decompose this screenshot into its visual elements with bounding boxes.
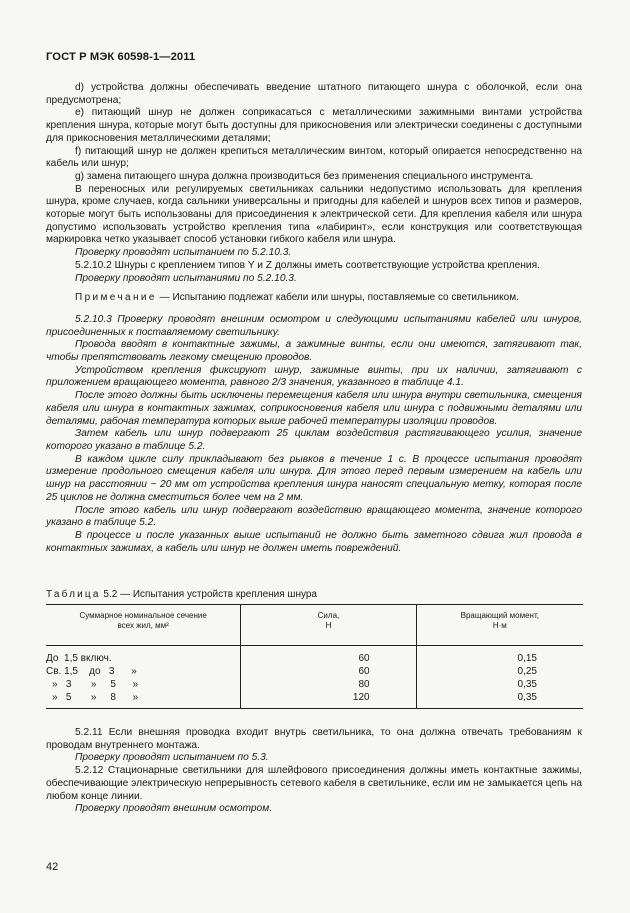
table-caption bbox=[46, 589, 317, 600]
note-text: — Испытанию подлежат кабели или шнуры, поставляемые со светильником. bbox=[156, 292, 519, 304]
paragraph-italic: Проверку проводят испытанием по 5.3. bbox=[75, 752, 269, 764]
paragraph: e) питающий шнур не должен соприкасаться с металлическими зажимными винтами устройства крепления шнура, которые могут быть доступны для прикосновения или электрически соединены с доступными для прикосновения металлическими деталями; bbox=[46, 107, 582, 144]
note bbox=[46, 292, 582, 305]
paragraph-italic: 5.2.10.3 Проверку проводят внешним осмотром и следующими испытаниями кабелей или шнуров, присоединенных к поставляемому светильнику. bbox=[46, 313, 582, 338]
paragraph-italic: После этого должны быть исключены перемещения кабеля или шнура внутри светильника, смещения кабеля или шнура в контактных зажимах, соприкосновения кабеля или шнура с подвижными деталями или деталями, рабочая температура которых выше рабочей температуры изоляции проводов. bbox=[46, 390, 582, 427]
table-row bbox=[46, 691, 583, 709]
paragraph: 5.2.12 Стационарные светильники для шлейфового присоединения должны иметь контактные зажимы, обеспечивающие электрическую непрерывность сетевого кабеля в светильнике, если им не замыкается цепь на любом конце линии. bbox=[46, 765, 582, 802]
cell-torque: 0,35 bbox=[416, 678, 583, 691]
paragraph-italic: Провода вводят в контактные зажимы, а зажимные винты, если они имеются, затягивают так, чтобы препятствовать легкому смещению проводов. bbox=[46, 339, 582, 364]
closing-text bbox=[46, 727, 582, 816]
paragraph: 5.2.11 Если внешняя проводка входит внутрь светильника, то она должна отвечать требованиям к проводам внутреннего монтажа. bbox=[46, 727, 582, 751]
table-row bbox=[46, 665, 583, 678]
page-header: ГОСТ Р МЭК 60598-1—2011 bbox=[46, 51, 196, 63]
paragraph-italic: Проверку проводят испытаниями по 5.2.10.3. bbox=[75, 272, 297, 284]
cell-torque: 0,35 bbox=[416, 691, 583, 709]
cell-section: Св. 1,5 до 3 » bbox=[46, 666, 137, 677]
cell-section: » 5 » 8 » bbox=[46, 691, 241, 709]
column-header-torque: Вращающий момент, Н·м bbox=[416, 605, 583, 646]
paragraph: f) питающий шнур не должен крепиться металлическим винтом, который опирается непосредственно на кабель или шнур; bbox=[46, 145, 582, 170]
page-number: 42 bbox=[46, 861, 59, 873]
paragraph-italic: После этого кабель или шнур подвергают воздействию вращающего момента, значение которого указано в таблице 5.2. bbox=[46, 504, 582, 529]
cell-force: 60 bbox=[241, 646, 416, 666]
cable-anchorage-table bbox=[46, 604, 583, 709]
note-label: Примечание bbox=[75, 292, 157, 304]
column-header-force: Сила, Н bbox=[241, 605, 416, 646]
cell-section: » 3 » 5 » bbox=[52, 679, 139, 690]
cell-force: 120 bbox=[241, 691, 416, 709]
paragraph-italic: Проверку проводят испытанием по 5.2.10.3. bbox=[75, 247, 292, 259]
paragraph-italic: В каждом цикле силу прикладывают без рывков в течение 1 с. В процессе испытания проводят измерение продольного смещения кабеля или шнура. Для этого перед первым измерением на кабель или шнур на расстоянии ~ 20 мм от устройства крепления шнура наносят специальную метку, которая после 25 циклов не должна сместиться более чем на 2 мм. bbox=[46, 453, 582, 503]
main-text bbox=[46, 82, 582, 555]
cell-torque: 0,15 bbox=[416, 646, 583, 666]
paragraph-italic: Затем кабель или шнур подвергают 25 циклам воздействия растягивающего усилия, значение которого указано в таблице 5.2. bbox=[46, 428, 582, 452]
paragraph: 5.2.10.2 Шнуры с креплением типов Y и Z должны иметь соответствующие устройства крепления. bbox=[75, 259, 540, 271]
table-row bbox=[46, 646, 583, 666]
cell-force: 60 bbox=[241, 665, 416, 678]
table-caption-label: Таблица bbox=[46, 589, 101, 600]
paragraph-italic: Устройством крепления фиксируют шнур, зажимные винты, при их наличии, затягивают с приложением вращающего момента, равного 2/3 значения, указанного в таблице 4.1. bbox=[46, 364, 582, 389]
column-header-section: Суммарное номинальное сечение всех жил, мм² bbox=[46, 605, 241, 646]
table-row bbox=[46, 678, 583, 691]
paragraph-italic: Проверку проводят внешним осмотром. bbox=[75, 803, 273, 815]
paragraph: g) замена питающего шнура должна производиться без применения специального инструмента. bbox=[75, 170, 534, 182]
cell-section: До 1,5 включ. bbox=[46, 653, 112, 664]
paragraph-italic: В процессе и после указанных выше испытаний не должно быть заметного сдвига жил провода в контактных зажимах, а кабель или шнур не должен иметь повреждений. bbox=[46, 529, 582, 554]
paragraph: В переносных или регулируемых светильниках сальники недопустимо использовать для крепления шнура, кроме случаев, когда сальники универсальны и пригодны для кабелей и шнуров всех типов и размеров, которые могут быть использованы для присоединения к электрической сети. Для крепления кабеля или шнура допустимо использовать устройство крепления типа «лабиринт», если конструкция или соответствующая маркировка четко указывает способ установки гибкого кабеля или шнура. bbox=[46, 183, 582, 246]
cell-torque: 0,25 bbox=[416, 665, 583, 678]
paragraph: d) устройства должны обеспечивать введение штатного питающего шнура с оболочкой, если она предусмотрена; bbox=[46, 82, 582, 106]
table-caption-text: 5.2 — Испытания устройств крепления шнура bbox=[100, 589, 317, 600]
cell-force: 80 bbox=[241, 678, 416, 691]
